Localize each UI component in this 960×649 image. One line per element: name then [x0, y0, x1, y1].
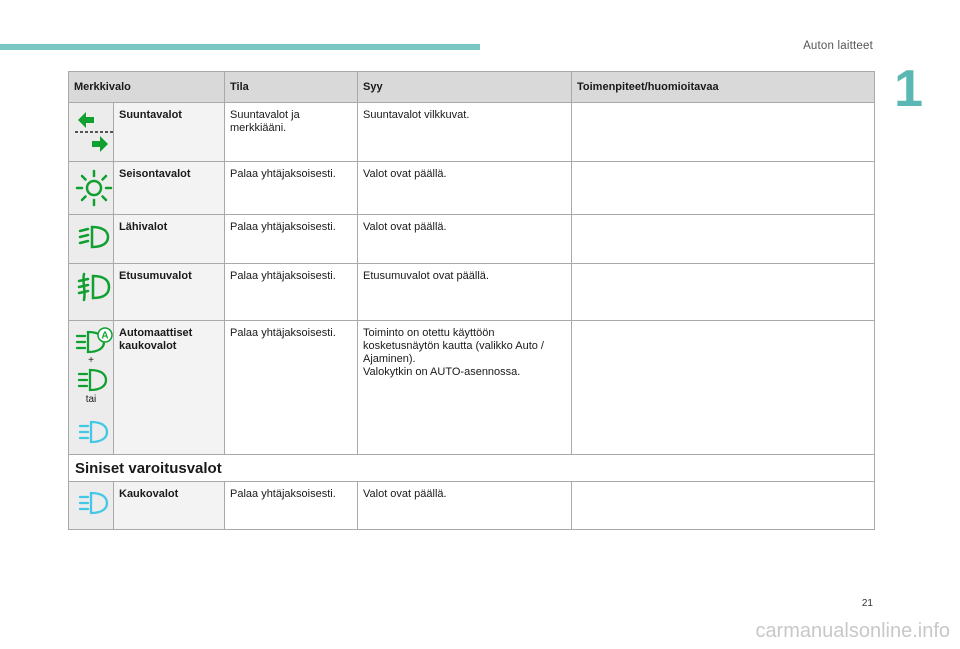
svg-text:A: A — [101, 330, 109, 342]
section-heading: Siniset varoitusvalot — [69, 455, 875, 482]
light-state: Palaa yhtäjaksoisesti. — [225, 215, 358, 264]
table-row — [69, 215, 875, 264]
chapter-number: 1 — [894, 60, 923, 118]
light-state: Palaa yhtäjaksoisesti. — [225, 321, 358, 455]
section-title: Auton laitteet — [803, 40, 873, 52]
table-row — [69, 482, 875, 530]
column-header-light: Merkkivalo — [69, 72, 225, 103]
light-name: Suuntavalot — [114, 103, 225, 162]
main-beam-blue-icon — [74, 417, 114, 447]
table-header-row — [69, 72, 875, 103]
main-beam-icon — [69, 482, 114, 530]
light-action — [572, 482, 875, 530]
column-header-cause: Syy — [358, 72, 572, 103]
light-cause: Toiminto on otettu käyttöön kosketusnäytön kautta (valikko Auto / Ajaminen). Valokytkin on AUTO-asennossa. — [358, 321, 572, 455]
table-row — [69, 162, 875, 215]
light-cause: Valot ovat päällä. — [358, 215, 572, 264]
light-action — [572, 162, 875, 215]
light-name: Automaattiset kaukovalot — [114, 321, 225, 455]
light-state: Suuntavalot ja merkkiääni. — [225, 103, 358, 162]
light-action — [572, 215, 875, 264]
light-cause: Valot ovat päällä. — [358, 162, 572, 215]
sidelights-icon — [69, 162, 114, 215]
light-cause: Suuntavalot vilkkuvat. — [358, 103, 572, 162]
light-action — [572, 264, 875, 321]
light-cause: Valot ovat päällä. — [358, 482, 572, 530]
light-name: Seisontavalot — [114, 162, 225, 215]
column-header-state: Tila — [225, 72, 358, 103]
plus-separator: + — [88, 355, 94, 366]
light-action — [572, 103, 875, 162]
table-row — [69, 321, 875, 455]
fog-light-icon — [69, 264, 114, 321]
header-accent-bar — [0, 44, 480, 50]
main-beam-green-icon — [74, 366, 114, 394]
table-row — [69, 264, 875, 321]
or-separator: tai — [85, 394, 97, 405]
auto-headlamp-icon — [74, 327, 114, 355]
light-state: Palaa yhtäjaksoisesti. — [225, 482, 358, 530]
column-header-action: Toimenpiteet/huomioitavaa — [572, 72, 875, 103]
watermark: carmanualsonline.info — [755, 620, 950, 642]
light-state: Palaa yhtäjaksoisesti. — [225, 162, 358, 215]
page-number: 21 — [861, 598, 873, 609]
section-header-row — [69, 455, 875, 482]
light-state: Palaa yhtäjaksoisesti. — [225, 264, 358, 321]
dipped-beam-icon — [69, 215, 114, 264]
warning-lights-table — [68, 71, 875, 530]
turn-signal-icon — [69, 103, 114, 162]
light-cause: Etusumuvalot ovat päällä. — [358, 264, 572, 321]
light-name: Lähivalot — [114, 215, 225, 264]
table-row — [69, 103, 875, 162]
light-name: Kaukovalot — [114, 482, 225, 530]
light-name: Etusumuvalot — [114, 264, 225, 321]
light-action — [572, 321, 875, 455]
auto-main-beam-icon — [69, 321, 114, 455]
